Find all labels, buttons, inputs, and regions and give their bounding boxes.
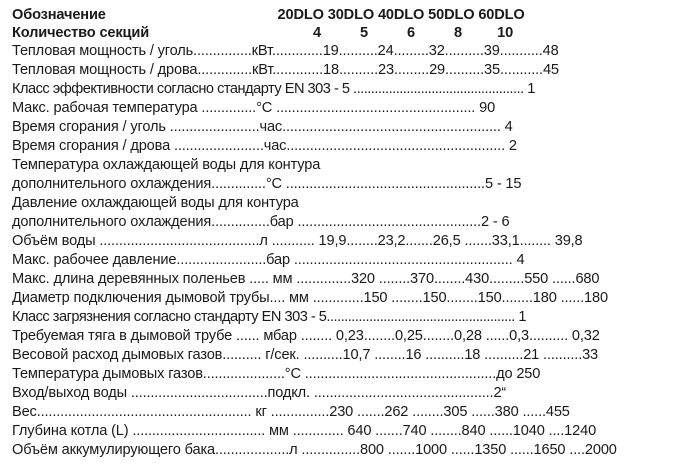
- spec-row: дополнительного охлаждения..............°C ...................................................5 - 15: [12, 176, 522, 192]
- spec-row: Макс. рабочее давление.......................бар ........................................................ 4: [12, 252, 525, 268]
- spec-row: Температура охлаждающей воды для контура: [12, 157, 321, 173]
- spec-row: Весовой расход дымовых газов.......... г/сек. ..........10,7 ........16 ..........18 ..........21 ..........33: [12, 347, 599, 363]
- header-designation-row: Обозначение 20DLO 30DLO 40DLO 50DLO 60DLO: [12, 7, 525, 23]
- spec-row: Макс. длина деревянных поленьев ..... мм ..............320 ........370........430.........550 ......680: [12, 271, 600, 287]
- spec-row: Класс эффективности согласно стандарту EN 303 - 5 ................................................ 1: [12, 81, 535, 97]
- spec-row: Макс. рабочая температура ..............°C ................................................... 90: [12, 100, 496, 116]
- spec-row: Требуемая тяга в дымовой трубе ...... мбар ........ 0,23........0,25........0,28 ......0,3.......... 0,32: [12, 328, 600, 344]
- spec-row: Глубина котла (L) .................................. мм ............. 640 .......740 ........840 ......1040 ....1240: [12, 423, 597, 439]
- spec-row: Время сгорания / уголь .......................час........................................................ 4: [12, 119, 513, 135]
- spec-row: Вес....................................................... кг ...............230 .......262 ........305 ......380 ......455: [12, 404, 570, 420]
- spec-row: Объём воды .........................................л ........... 19,9........23,2.......26,5 .......33,1........ 39,8: [12, 233, 583, 249]
- spec-row: Диаметр подключения дымовой трубы.... мм .............150 ........150........150........180 ......180: [12, 290, 608, 306]
- spec-row: Время сгорания / дрова .......................час........................................................ 2: [12, 138, 517, 154]
- header-sections-row: Количество секций 4 5 6 8 10: [12, 25, 514, 41]
- spec-row: дополнительного охлаждения...............бар ...............................................2 - 6: [12, 214, 510, 230]
- spec-row: Вход/выход воды ...................................подкл. ..............................................2“: [12, 385, 507, 401]
- spec-row: Температура дымовых газов.....................°C .................................................до 250: [12, 366, 541, 382]
- spec-row: Давление охлаждающей воды для контура: [12, 195, 299, 211]
- spec-row: Класс загрязнения согласно стандарту EN 303 - 5..................................................... 1: [12, 309, 526, 325]
- spec-row: Объём аккумулирующего бака...................л ...............800 .......1000 ......1350 ......1650 ....2000: [12, 442, 617, 458]
- spec-row: Тепловая мощность / уголь...............кВт.............19..........24.........32..........39...........48: [12, 43, 559, 59]
- spec-row: Тепловая мощность / дрова..............кВт.............18..........23.........29..........35...........45: [12, 62, 559, 78]
